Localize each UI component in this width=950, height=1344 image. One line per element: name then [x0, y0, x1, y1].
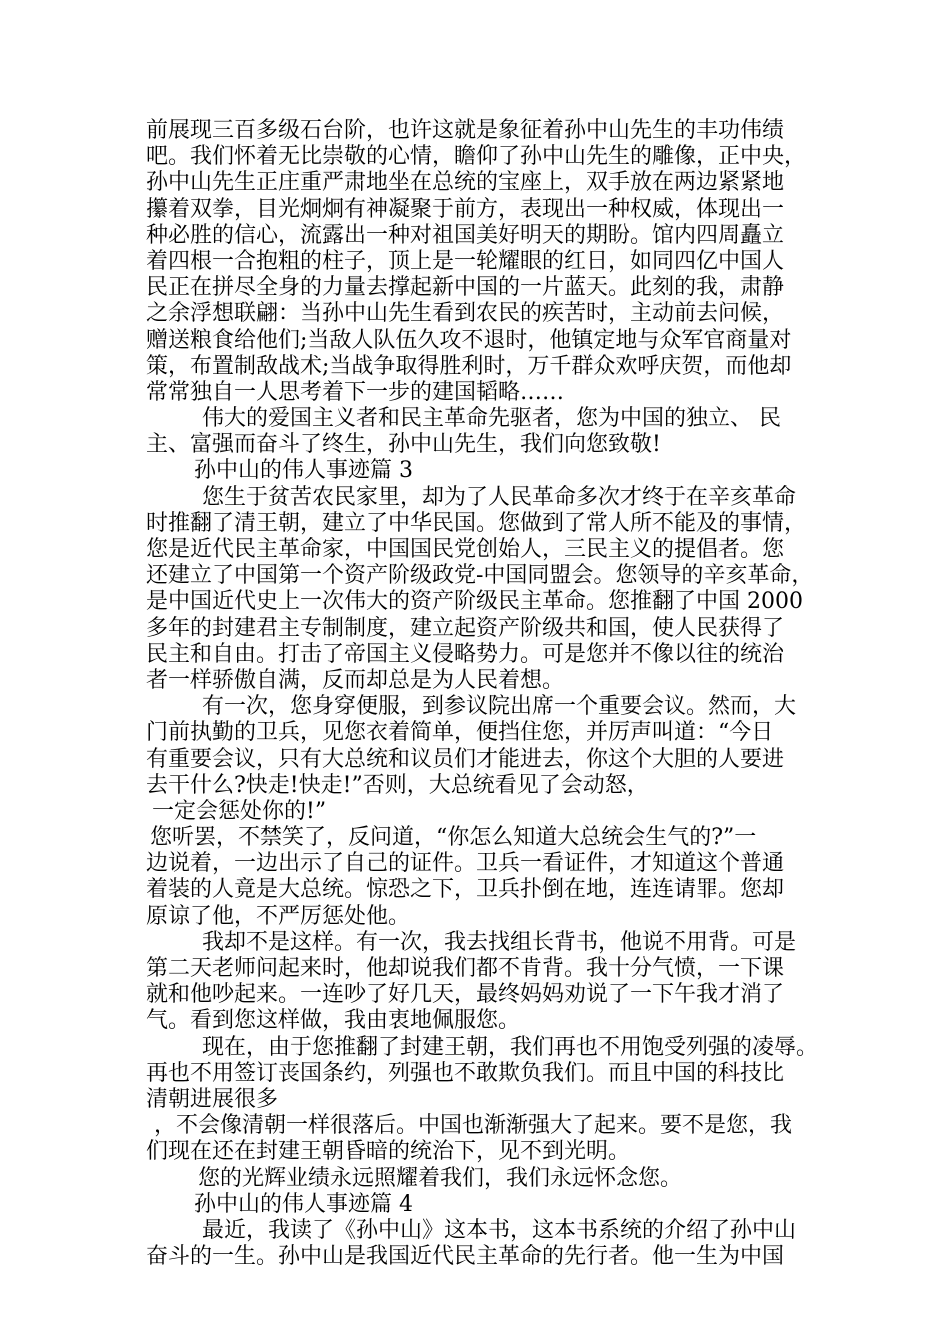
text-line: 您是近代民主革命家，中国国民党创始人，三民主义的提倡者。您	[146, 537, 785, 562]
text-line: 主、富强而奋斗了终生，孙中山先生，我们向您致敬!	[146, 432, 661, 458]
section-heading: 孙中山的伟人事迹篇 3	[194, 458, 413, 484]
text-line: 们现在还在封建王朝昏暗的统治下，见不到光明。	[146, 1139, 631, 1165]
text-line: 民正在拼尽全身的力量去撑起新中国的一片蓝天。此刻的我，肃静	[146, 275, 785, 301]
text-line: 清朝进展很多	[146, 1086, 279, 1112]
text-line: 常常独自一人思考着下一步的建国韬略……	[146, 379, 565, 405]
text-line: 一定会惩处你的!”	[152, 798, 327, 824]
body-text	[146, 118, 819, 1270]
text-line: 您的光辉业绩永远照耀着我们，我们永远怀念您。	[198, 1165, 683, 1191]
text-line: 攥着双拳，目光炯炯有神凝聚于前方，表现出一种权威，体现出一	[146, 196, 785, 222]
text-line: 策，布置制敌战术;当战争取得胜利时，万千群众欢呼庆贺，而他却	[146, 353, 792, 379]
text-line: 吧。我们怀着无比崇敬的心情，瞻仰了孙中山先生的雕像，正中央，	[146, 144, 807, 170]
text-line: 我却不是这样。有一次，我去找组长背书，他说不用背。可是	[202, 929, 797, 955]
text-line: 种必胜的信心，流露出一种对祖国美好明天的期盼。馆内四周矗立	[146, 222, 785, 248]
text-line: 气。看到您这样做，我由衷地佩服您。	[146, 1008, 521, 1034]
text-line: 者一样骄傲自满，反而却总是为人民着想。	[146, 667, 565, 693]
text-line: 去干什么?快走!快走!”否则，大总统看见了会动怒，	[146, 772, 649, 798]
text-line: 多年的封建君主专制制度，建立起资产阶级共和国，使人民获得了	[146, 615, 785, 641]
text-line: 再也不用签订丧国条约，列强也不敢欺负我们。而且中国的科技比	[146, 1060, 785, 1086]
text-line: 伟大的爱国主义者和民主革命先驱者，您为中国的独立、 民	[202, 406, 781, 432]
text-line: ，不会像清朝一样很落后。中国也渐渐强大了起来。要不是您，我	[154, 1113, 793, 1139]
text-line: 民主和自由。打击了帝国主义侵略势力。可是您并不像以往的统治	[146, 641, 785, 667]
text-line: 有一次，您身穿便服，到参议院出席一个重要会议。然而，大	[202, 694, 797, 720]
text-line: 最近，我读了《孙中山》这本书，这本书系统的介绍了孙中山	[202, 1217, 797, 1243]
section-heading: 孙中山的伟人事迹篇 4	[194, 1191, 413, 1217]
text-line: 现在，由于您推翻了封建王朝，我们再也不用饱受列强的凌辱。	[202, 1034, 819, 1060]
text-line: 着装的人竟是大总统。惊恐之下，卫兵扑倒在地，连连请罪。您却	[146, 877, 785, 903]
text-line: 原谅了他，不严厉惩处他。	[146, 903, 411, 929]
text-line: 时推翻了清王朝，建立了中华民国。您做到了常人所不能及的事情，	[146, 510, 807, 536]
text-line: 您听罢，不禁笑了，反问道，“你怎么知道大总统会生气的?”一	[150, 825, 757, 851]
text-line: 着四根一合抱粗的柱子，顶上是一轮耀眼的红日，如同四亿中国人	[146, 248, 785, 274]
text-line: 第二天老师问起来时，他却说我们都不肯背。我十分气愤，一下课	[146, 956, 785, 981]
text-line: 前展现三百多级石台阶，也许这就是象征着孙中山先生的丰功伟绩	[146, 118, 785, 143]
text-line: 之余浮想联翩：当孙中山先生看到农民的疾苦时，主动前去问候，	[146, 301, 785, 327]
text-line: 边说着，一边出示了自己的证件。卫兵一看证件，才知道这个普通	[146, 851, 785, 877]
text-line: 孙中山先生正庄重严肃地坐在总统的宝座上，双手放在两边紧紧地	[146, 170, 785, 196]
text-line: 是中国近代史上一次伟大的资产阶级民主革命。您推翻了中国 2000	[146, 589, 803, 615]
text-line: 您生于贫苦农民家里，却为了人民革命多次才终于在辛亥革命	[202, 484, 797, 510]
text-line: 赠送粮食给他们;当敌人队伍久攻不退时，他镇定地与众军官商量对	[146, 327, 792, 353]
text-line: 就和他吵起来。一连吵了好几天，最终妈妈劝说了一下午我才消了	[146, 982, 785, 1008]
text-line: 还建立了中国第一个资产阶级政党-中国同盟会。您领导的辛亥革命，	[146, 563, 814, 589]
text-line: 有重要会议，只有大总统和议员们才能进去，你这个大胆的人要进	[146, 746, 785, 772]
text-line: 门前执勤的卫兵，见您衣着简单，便挡住您，并厉声叫道：“今日	[146, 720, 774, 746]
text-line: 奋斗的一生。孙中山是我国近代民主革命的先行者。他一生为中国	[146, 1244, 785, 1270]
